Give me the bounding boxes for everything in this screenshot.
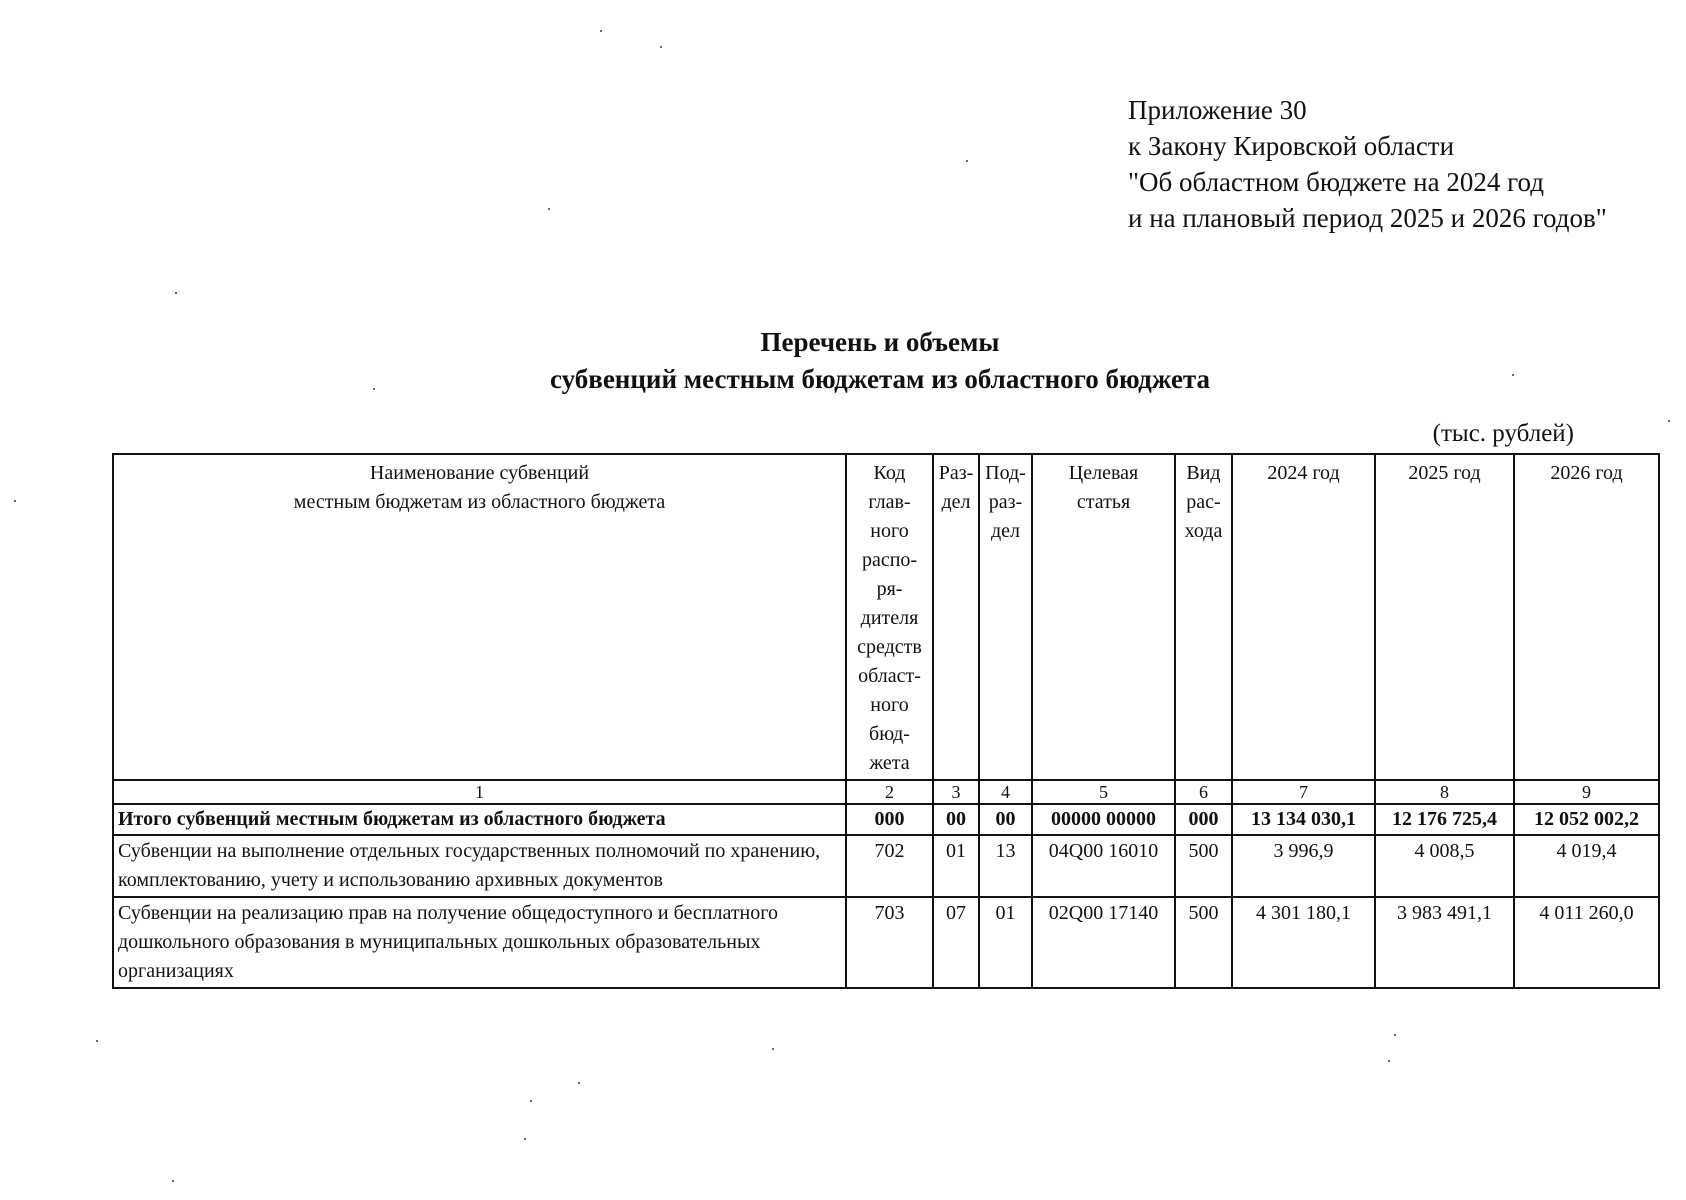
header-target-line: статья bbox=[1076, 491, 1131, 513]
appendix-line: к Закону Кировской области bbox=[1128, 131, 1455, 161]
scan-speck bbox=[660, 46, 662, 48]
cell-code: 703 bbox=[846, 897, 933, 988]
cell-kind: 000 bbox=[1175, 804, 1232, 835]
header-section bbox=[933, 454, 979, 780]
header-subsection-line: Под- bbox=[985, 462, 1026, 484]
cell-kind: 500 bbox=[1175, 835, 1232, 897]
header-2025: 2025 год bbox=[1375, 454, 1514, 780]
scan-speck bbox=[1512, 374, 1514, 376]
cell-2025: 4 008,5 bbox=[1375, 835, 1514, 897]
table-row-total bbox=[113, 804, 1659, 835]
cell-2026: 4 011 260,0 bbox=[1514, 897, 1659, 988]
document-title bbox=[0, 324, 1686, 398]
cell-2024: 13 134 030,1 bbox=[1232, 804, 1375, 835]
column-number: 9 bbox=[1514, 780, 1659, 804]
header-target-line: Целевая bbox=[1068, 462, 1139, 484]
appendix-line: "Об областном бюджете на 2024 год bbox=[1128, 167, 1544, 197]
cell-2024: 3 996,9 bbox=[1232, 835, 1375, 897]
cell-2024: 4 301 180,1 bbox=[1232, 897, 1375, 988]
header-code bbox=[846, 454, 933, 780]
column-number: 5 bbox=[1032, 780, 1175, 804]
header-section-line: дел bbox=[941, 491, 971, 513]
header-kind-line: Вид bbox=[1186, 462, 1221, 484]
title-line: Перечень и объемы bbox=[760, 327, 1000, 357]
column-number: 3 bbox=[933, 780, 979, 804]
header-kind-line: рас- bbox=[1186, 491, 1221, 513]
cell-code: 000 bbox=[846, 804, 933, 835]
header-2026: 2026 год bbox=[1514, 454, 1659, 780]
header-code-line: средств bbox=[857, 636, 922, 658]
header-code-line: бюд- bbox=[869, 723, 910, 745]
header-kind-line: хода bbox=[1184, 520, 1223, 542]
cell-2025: 3 983 491,1 bbox=[1375, 897, 1514, 988]
scan-speck bbox=[772, 1048, 774, 1050]
header-code-line: жета bbox=[869, 752, 910, 774]
column-number: 8 bbox=[1375, 780, 1514, 804]
cell-2026: 4 019,4 bbox=[1514, 835, 1659, 897]
appendix-line: и на плановый период 2025 и 2026 годов" bbox=[1128, 203, 1607, 233]
header-kind bbox=[1175, 454, 1232, 780]
header-code-line: глав- bbox=[868, 491, 911, 513]
header-code-line: ного bbox=[870, 520, 909, 542]
header-code-line: ря- bbox=[876, 578, 903, 600]
scan-speck bbox=[600, 30, 602, 32]
scan-speck bbox=[548, 208, 550, 210]
cell-code: 702 bbox=[846, 835, 933, 897]
cell-name: Субвенции на выполнение отдельных государственных полномочий по хранению, комплектованию, учету и использованию архивных документов bbox=[113, 835, 846, 897]
cell-section: 07 bbox=[933, 897, 979, 988]
cell-subsection: 01 bbox=[979, 897, 1032, 988]
scan-speck bbox=[1388, 1060, 1390, 1062]
cell-target: 04Q00 16010 bbox=[1032, 835, 1175, 897]
header-subsection-line: дел bbox=[990, 520, 1021, 542]
cell-section: 00 bbox=[933, 804, 979, 835]
scan-speck bbox=[175, 292, 177, 294]
header-name bbox=[113, 454, 846, 780]
header-target bbox=[1032, 454, 1175, 780]
scan-speck bbox=[578, 1082, 580, 1084]
table-row bbox=[113, 897, 1659, 988]
cell-target: 02Q00 17140 bbox=[1032, 897, 1175, 988]
header-2024: 2024 год bbox=[1232, 454, 1375, 780]
header-subsection-line: раз- bbox=[988, 491, 1023, 513]
cell-section: 01 bbox=[933, 835, 979, 897]
table-row bbox=[113, 835, 1659, 897]
scan-speck bbox=[524, 1138, 526, 1140]
title-line: субвенций местным бюджетам из областного бюджета bbox=[549, 364, 1211, 394]
table-header-row bbox=[113, 454, 1659, 780]
units-label: (тыс. рублей) bbox=[1432, 420, 1574, 447]
header-code-line: ного bbox=[870, 694, 909, 716]
scan-speck bbox=[373, 388, 375, 390]
scan-speck bbox=[530, 1100, 532, 1102]
column-numbers-row bbox=[113, 780, 1659, 804]
subventions-table bbox=[112, 453, 1660, 989]
cell-2026: 12 052 002,2 bbox=[1514, 804, 1659, 835]
header-code-line: област- bbox=[858, 665, 921, 687]
column-number: 6 bbox=[1175, 780, 1232, 804]
scan-speck bbox=[14, 500, 16, 502]
appendix-line: Приложение 30 bbox=[1128, 95, 1307, 125]
header-name-line: местным бюджетам из областного бюджета bbox=[293, 491, 666, 513]
column-number: 1 bbox=[113, 780, 846, 804]
cell-target: 00000 00000 bbox=[1032, 804, 1175, 835]
scan-speck bbox=[1668, 420, 1670, 422]
cell-2025: 12 176 725,4 bbox=[1375, 804, 1514, 835]
scan-speck bbox=[172, 1180, 174, 1182]
cell-subsection: 00 bbox=[979, 804, 1032, 835]
appendix-reference bbox=[1128, 92, 1607, 236]
header-subsection bbox=[979, 454, 1032, 780]
header-code-line: Код bbox=[873, 462, 906, 484]
header-code-line: дителя bbox=[860, 607, 919, 629]
column-number: 7 bbox=[1232, 780, 1375, 804]
column-number: 2 bbox=[846, 780, 933, 804]
header-code-line: распо- bbox=[861, 549, 918, 571]
scan-speck bbox=[1394, 1034, 1396, 1036]
scan-speck bbox=[966, 160, 968, 162]
header-name-line: Наименование субвенций bbox=[369, 462, 590, 484]
column-number: 4 bbox=[979, 780, 1032, 804]
header-section-line: Раз- bbox=[938, 462, 974, 484]
cell-name: Субвенции на реализацию прав на получение общедоступного и бесплатного дошкольного образования в муниципальных дошкольных образовательных организациях bbox=[113, 897, 846, 988]
cell-subsection: 13 bbox=[979, 835, 1032, 897]
cell-kind: 500 bbox=[1175, 897, 1232, 988]
cell-name: Итого субвенций местным бюджетам из областного бюджета bbox=[113, 804, 846, 835]
scan-speck bbox=[96, 1040, 98, 1042]
